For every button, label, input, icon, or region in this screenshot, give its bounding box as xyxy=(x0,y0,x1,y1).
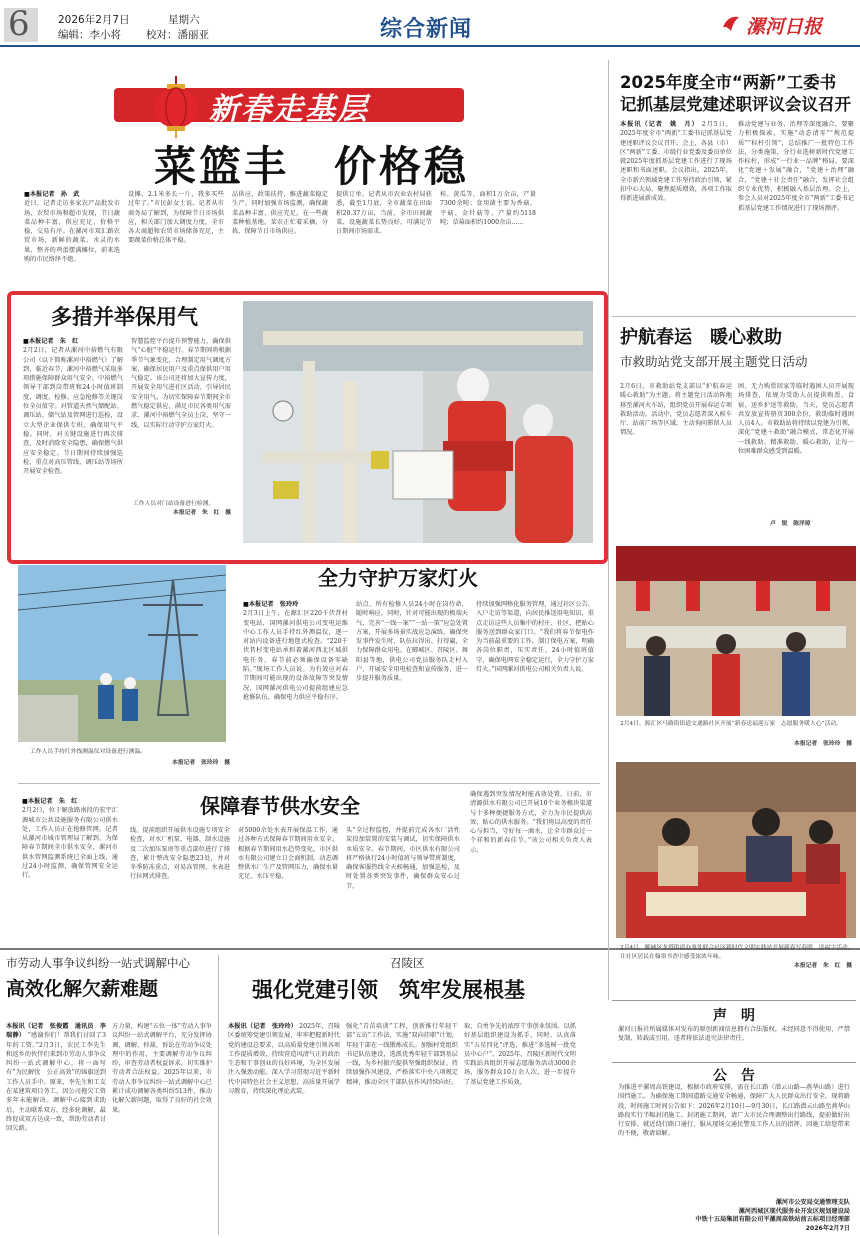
right-photo1-credit: 本报记者 张玲玲 摄 xyxy=(794,741,852,747)
box-article-col2: 智慧监控平台提升预警能力，确保供气“心脏”平稳运行。春节期间将根据季节气象变化，合理制定用气调度方案，确保居民用户及重点保供用户用气稳定。该公司还将加大宣传力度，开展安全用气进社区活动，引导居民安全用气。为切实保障春节期间全市燃气稳定供应，满足市民各类用气需求，漯河中裕燃气全员上岗、坚守一线，以实际行动守护万家灯火。 xyxy=(131,338,231,429)
statement-title: 声 明 xyxy=(713,1008,755,1024)
right-article2-col2: 困、无力购票回家等临时遇困人员开展现场排查，依规为受助人员提供购票、食宿、送乡护送等救助。当天，党员志愿者共发放宣传册页300余份，救助临时遇困人员4人。市救助站将持续以党建为引领，深化“党建＋救助”融合模式，常态化开展一线救助、精准救助、暖心救助，让每一位困难群众感受到温暖。 xyxy=(738,383,854,456)
right-article2-col1: 2月6日，市救助站党支部以“护航春运 暖心救助”为主题，将主题党日活动阵地移至漯河火车站，组织党员开展春运专项救助活动。活动中，党员志愿者深入候车厅、站前广场等区域，主动询问滞留人员情况。 xyxy=(620,383,739,437)
power-article-col2: 站点、所有检修人员24小时在岗待命，随时响应，同时，针对可能出现的极端天气，完善“一线一案”“一站一策”应急处置方案，开展多场景实战应急演练，确保突发事件发生时，队伍拉得出、打得赢，全力保障群众用电。在郾城区、召陵区、舞阳县等地，供电公司党员服务队走村入户、开展安全用电检查和宣传服务，进一步提升服务质量。 xyxy=(356,601,468,683)
top-article-col2: 设摊，2.1米多长一斤，我多买些过年了。”市民彭女士说。记者从市商务局了解到，为保障节日市场供应，相关部门加大调度力度，全市各大商超和农贸市场储备充足，主要蔬菜价格总体平稳。 xyxy=(128,191,224,245)
volunteer-street-photo xyxy=(616,546,856,716)
right-photo2-caption: 2月4日，郾城区龙塔街道办事处联合社区新时代文明实践站开展新春写春联、送福字活动，让社区居民在翰墨书香中感受浓浓年味。 xyxy=(620,945,854,960)
power-tower-photo xyxy=(18,565,226,742)
statement-text: 漯河日报社所属媒体对发布的原创新闻信息拥有合法版权，未经同意不得使用，严禁复制、转载或引用，违者将依法追究法律责任。 xyxy=(618,1026,850,1043)
top-article-col5: 桂、黄瓜等，面积1万余亩，产量7300余吨；食用菌主要为香菇、平菇、金针菇等，产量约5118吨；草莓面积约1000余亩…… xyxy=(440,191,536,226)
bottom-left-col2: 方力量，构建“五位一体”劳动人事争议纠纷一站式调解平台，充分发挥协调、调解、仲裁、诉讼在劳动争议处理中的作用，主要调解劳动争议纠纷，审查劳动者权益诉求，切实维护劳动者合法权益。2025年以来，市劳动人事争议纠纷一站式调解中心已累计成功调解各类纠纷513件，推动化解欠薪问题，取得了良好的社会效果。 xyxy=(112,1023,212,1114)
right-column-divider xyxy=(608,60,609,1000)
section-title: 综合新闻 xyxy=(380,16,473,42)
power-photo-credit: 本报记者 张玲玲 摄 xyxy=(172,760,230,766)
right-photo1-caption: 2月4日，源汇区马路街街道交通路社区开展“新春送福迎万家 志愿服务暖人心”活动。 xyxy=(620,721,842,727)
right-photo2-credit: 本报记者 朱 红 摄 xyxy=(794,963,852,969)
notice-text: 为推进平漯周高铁建设，根据市政府安排，需在长江路（潜云山路—燕华山路）进行围挡施工。为确保施工期间道路交通安全畅通，保障广大人民群众出行安全，现将路段、时间施工时间公告如下：2026年2月10日—9月30日，长江路潜云山路至燕华山路段实行半幅封闭施工。封闭施工期间，请广大市民合理调整出行路线，提前做好出行安排，就近绕行路口通行，服从现场交通民警及工作人员的指挥。因施工给您带来的不便，敬请谅解。 xyxy=(618,1084,850,1138)
gas-station-illustration xyxy=(243,301,593,543)
bottom-left-title: 高效化解欠薪难题 xyxy=(6,978,159,1000)
power-tower-illustration xyxy=(18,565,226,742)
bottom-left-kicker: 市劳动人事争议纠纷一站式调解中心 xyxy=(6,956,190,970)
power-article-title: 全力守护万家灯火 xyxy=(318,566,478,590)
notice-signer-3: 中铁十五局集团有限公司平漯周高铁站前五标项目经理部 xyxy=(695,1216,850,1224)
statement-box xyxy=(612,1000,856,1061)
notice-title: 公 告 xyxy=(713,1068,755,1084)
divider-right1 xyxy=(612,316,856,317)
bottom-mid-col3: 取、自勇争先的浓厚干事创业氛围。以抓好基层组织建设为抓手，同时，认真落实“五星四化”评选，推进“多选树一批党员中心户”。2025年，召陵区新时代文明实践站共组织开展志愿服务活动3000余场，服务群众10万余人次，进一步提升了基层党建工作质效。 xyxy=(464,1023,576,1086)
banner-headline: 菜篮丰 价格稳 xyxy=(154,142,470,191)
notice-signers xyxy=(618,1199,850,1233)
box-article-col1: ■本报记者 朱 红 2月2日，记者从漯河中裕燃气有限公司（以下简称漯河中裕燃气）了解到，临近春节，漯河中裕燃气采取多项措施保障群众用气安全。中裕燃气领导干部到岗带班和24小时值班制度，调度、检修、应急抢修等关键岗位全员值守。对管道天然气储配站、调压站、储气站及管网进行巡检，设立大型企业保供专班，确保用气平稳。同时，对关键设施进行再次排查，及时消除安全隐患，确保燃气供应安全稳定。节日期间持续加强巡检，重点对高压管线、调压站等场所开展安全检查。 xyxy=(23,338,123,476)
bottom-mid-title: 强化党建引领 筑牢发展根基 xyxy=(252,978,525,1002)
bottom-mid-kicker: 召陵区 xyxy=(390,956,425,970)
page-header xyxy=(0,0,860,46)
calligraphy-photo xyxy=(616,762,856,938)
lantern-icon xyxy=(149,76,203,138)
right-article2-subtitle: 市救助站党支部开展主题党日活动 xyxy=(620,354,808,369)
gas-station-photo xyxy=(243,301,593,543)
banner xyxy=(4,58,604,191)
notice-date: 2026年2月7日 xyxy=(805,1224,850,1232)
header-rule xyxy=(0,45,860,47)
page-number: 6 xyxy=(8,4,30,44)
top-article-byline: ■本报记者 孙 武 xyxy=(24,191,80,198)
notice-signer-1: 漯河市公安局交通管理支队 xyxy=(775,1199,850,1206)
top-article-col1: ■本报记者 孙 武 近日，记者走访多家农产品批发市场、农贸市场和超市发现，节日蔬菜品种丰富，供应充足，价格平稳，交易有序。在漯河市双汇路农贸市场，新鲜的蔬菜、水灵的水果、整齐的鸡蛋摆满摊位，前来选购的市民络绎不绝。 xyxy=(24,191,120,264)
volunteer-street-illustration xyxy=(616,546,856,716)
right-article1-col1: 本报讯（记者 姚 月） 2月5日，2025年度全市“两新”工委书记抓基层党建述职评议会议召开。会上，各县（市）区“两新”工委、市级行业党委及委员单位就2025年度抓基层党建工作进行了现场述职和书面述职。会议指出，2025年，全市新兴领域党建工作坚持政治引领，紧扣中心大局，聚焦提质增效，各项工作取得新进展新成效。 xyxy=(620,121,733,203)
water-article-col1: ■本报记者 朱 红 2月2日，位于解放路南段的宏宇汇源城市公共设施服务有限公司供水处，工作人员正在抢修管网。记者从漯河市城市管理局了解到，为保障春节期间全市供水安全，漯河市供水管网监测系统已全面上线，通过24小时监测，确保管网安全运行。 xyxy=(22,798,118,880)
paper-logo-icon xyxy=(720,13,742,35)
header-date: 2026年2月7日 xyxy=(58,14,130,26)
right-article2-title: 护航春运 暖心救助 xyxy=(620,327,782,348)
water-article-col4: 头”全过程监控，并提前完成各水厂活性炭投加装置的安装与调试，切实保障供水水质安全。春节期间，市区供水有限公司将严格执行24小时值班与领导带班制度，确保客服热线全天候畅通，加强巡检，及时处置各类突发事件，确保群众安心过节。 xyxy=(346,827,460,890)
notice-signer-2: 漯河西城区现代服务业开发区规划建设局 xyxy=(738,1207,850,1215)
header-proofreader: 校对：潘丽亚 xyxy=(146,29,209,41)
right-article2-credit: 卢 锐 陈洋琼 xyxy=(770,521,811,527)
water-article-title: 保障春节供水安全 xyxy=(200,794,360,818)
right-article1-title: 2025年度全市“两新”工委书记抓基层党建述职评议会议召开 xyxy=(620,73,851,114)
paper-name: 漯河日报 xyxy=(746,16,823,38)
bottom-mid-col1: 本报讯（记者 张玲玲） 2025年，召陵区委统筹党建引领发展，牢牢把握新时代党的建设总要求，以高质量党建引领各项工作提质增效，持续营造风清气正的政治生态和干事创业的良好环境，为全区发展注入强劲动能。深入学习贯彻习近平新时代中国特色社会主义思想，高质量开展学习教育，持续深化理论武装。 xyxy=(228,1023,341,1096)
paper-logo xyxy=(720,10,850,38)
power-article-col1: ■本报记者 张玲玲 2月3日上午，在源汇区220千伏昔村变电站，国网漯河供电公司变电运维中心工作人员手持红外测温仪，逐一对站内设备进行地毯式检查。“220千伏昔村变电站承担着漯河西北区域供电任务，春节前必须确保设备零缺陷。”现场工作人员说。为有效应对春节期间可能出现的设备故障等突发情况，国网漯河供电公司提前组建应急抢修队伍，确保电力供应平稳有序。 xyxy=(243,601,348,701)
water-article-col3: 对5000余处水表开展保温工作，通过各种方式保障春节期间用水安全。根据春节期间用水趋势变化，市区供水有限公司建立日会商机制，动态调整供水厂生产及管网压力，确保水量充足、水压平稳。 xyxy=(238,827,338,881)
right-article1-col2: 推动党建与业务、治理等深度融合，要聚力积极探索，实施“动态清零”“规范提质”“标杆引领”，总结推广一批特色工作法，分类施策，分行业选树新时代党建工作标杆，形成“一行业一品牌”格局。要深化“党建＋发展”融合，“党建＋治理”融合，“党建＋社会责任”融合，发挥社会组织专业优势，积极融入基层治理。会上，参会人员对2025年度全市“两新”工委书记抓基层党建工作情况进行了现场测评。 xyxy=(738,121,854,212)
power-article-col3: 持续加强网格化服务管理，通过社区公告、入户走访等渠道，向居民推送用电知识，重点走访这些人员集中的村庄、社区，把贴心服务送到群众家门口。“我们将春节保电作为当前最重要的工作，制订保电方案，明确各岗位职责，压实责任，24小时值班值守，确保电网安全稳定运行，全力守护万家灯火。”国网漯河供电公司相关负责人说。 xyxy=(476,601,594,674)
header-weekday: 星期六 xyxy=(168,14,200,26)
divider-power-water xyxy=(18,783,600,784)
banner-logo-text: 新春走基层 xyxy=(209,92,369,127)
highlight-box xyxy=(7,291,608,564)
bottom-left-col1: 本报讯（记者 张俊霞 通讯员 李瑞静） “感谢你们！帮我们讨回了3年的工资。”2月3日，农民工李先生和返乡的伙伴们来到市劳动人事争议纠纷一站式调解中心，将一面写有“为民解忧 公正高效”的锦旗送到工作人员手中。原来，李先生和工友在某建筑项目务工，因公司拖欠工资多年未能解决。调解中心接到求助后，主动联系双方，经多轮调解，最终促成双方达成一致，帮助劳动者讨回欠薪。 xyxy=(6,1023,107,1133)
bottom-mid-col2: 强化“青苗培训”工程，创新推行年轻干部“五访”工作法，实施“双向挂职”计划，年轻干部在一线锻炼成长。加强村党组织书记队伍建设，选派优秀年轻干部到基层一线，为乡村振兴提供坚强组织保证。持续加强作风建设，严格落实中央八项规定精神，推动全区干部队伍作风持续向好。 xyxy=(346,1023,458,1086)
notice-box xyxy=(612,1062,856,1235)
top-article-col3: 品供应、政策扶持，推进蔬菜稳定生产，同时加强市场监测，确保蔬菜品种丰富、供应充足。在一些蔬菜种植基地，菜农正忙着采摘、分拣，保障节日市场供应。 xyxy=(232,191,328,236)
box-article-title: 多措并举保用气 xyxy=(51,305,198,329)
calligraphy-illustration xyxy=(616,762,856,938)
top-article-col4: 提供订单。记者从市农业农村局获悉，截至1月底，全市蔬菜在田面积20.37万亩，当前，全市田间蔬菜、设施蔬菜长势良好，可满足节日期间市场需求。 xyxy=(336,191,432,236)
water-article-col2: 线。提前组织开展供水设施专项安全检查，对水厂机泵、电器、制水设施及二次加压泵房等重点部位进行了排查，累计整改安全隐患23处，并对冬季防冻重点，对易冻管网、水表进行拉网式排查。 xyxy=(130,827,230,881)
header-editor: 编辑：李小将 xyxy=(58,29,121,41)
power-photo-caption: 工作人员手持红外线测温仪对设备进行测温。 xyxy=(30,749,146,755)
water-article-col5: 确保遇到突发情况时能高效处置。日前，市清源供水有限公司已开展10个业务模块渠道与十多种便捷服务方式，全力为市民提供高效、贴心的供水服务。“我们将以高度的责任心与担当，守好每一滴水，让全市群众过一个祥和的新春佳节。”该公司相关负责人表示。 xyxy=(470,791,592,854)
box-photo-caption: 工作人员对门站设备进行检测。 本报记者 朱 红 摄 xyxy=(133,501,231,516)
bottom-left-divider xyxy=(218,955,219,1235)
